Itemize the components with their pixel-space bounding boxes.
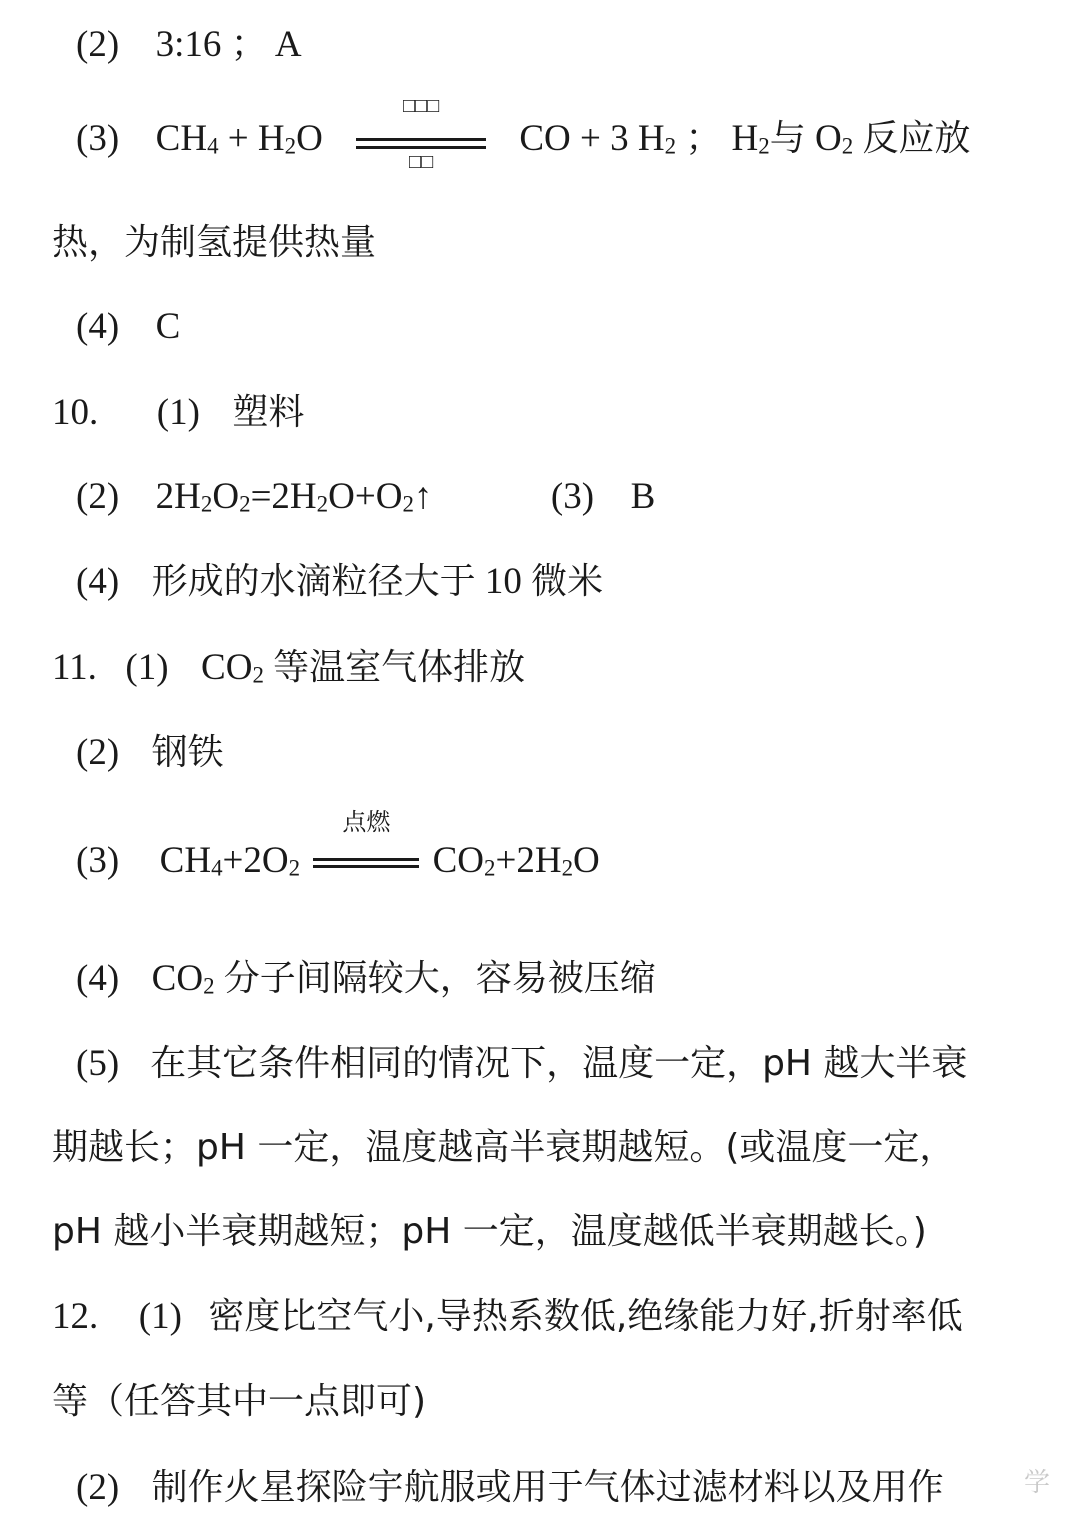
condition-bottom: □□ xyxy=(408,150,434,173)
answer-text: 钢铁 xyxy=(151,732,224,773)
answer-line xyxy=(76,734,1080,771)
answer-text: B xyxy=(630,476,656,517)
answer-text: 在其它条件相同的情况下，温度一定，pH 越大半衰 xyxy=(150,1043,968,1084)
answer-text: 微米 xyxy=(531,561,604,602)
reaction-condition xyxy=(313,807,419,884)
equation: 2H2O2=2H2O+O2↑ xyxy=(155,476,433,517)
answer-text: 期越长；pH 一定，温度越高半衰期越短。(或温度一定， xyxy=(52,1127,956,1168)
equation-right: CO + 3 H2 ； H2与 O2 xyxy=(519,118,854,159)
question-number: 12. xyxy=(52,1296,99,1337)
reaction-condition xyxy=(356,94,486,173)
answer-line xyxy=(76,26,1080,63)
answer-line xyxy=(52,1381,1080,1422)
equation-right: CO2+2H2O xyxy=(432,840,600,881)
part-label: (2) xyxy=(76,732,120,773)
equation-left: CH4 + H2O xyxy=(155,118,323,159)
answer-line xyxy=(76,960,1080,998)
answer-text: 形成的水滴粒径大于 xyxy=(151,561,476,602)
answer-text: 热，为制氢提供热量 xyxy=(52,222,377,263)
answer-line xyxy=(52,222,1080,263)
equation-left: CH4+2O2 xyxy=(159,840,301,881)
answer-text: 密度比空气小,导热系数低,绝缘能力好,折射率低 xyxy=(208,1296,963,1337)
part-label: (2) xyxy=(76,476,120,517)
answer-line xyxy=(52,1127,1080,1168)
question-line xyxy=(52,649,1080,687)
answer-text: C xyxy=(155,306,181,347)
part-label: (1) xyxy=(138,1296,182,1337)
question-line xyxy=(52,1298,1080,1335)
answer-number: 10 xyxy=(484,561,522,602)
answer-text: 塑料 xyxy=(232,392,305,433)
part-label: (4) xyxy=(76,306,120,347)
question-line xyxy=(52,394,1080,431)
answer-line xyxy=(76,1469,1080,1506)
answer-line xyxy=(76,563,1080,600)
answer-text: 等（任答其中一点即可) xyxy=(52,1381,427,1422)
part-label: (4) xyxy=(76,958,120,999)
answer-line xyxy=(76,1045,1080,1082)
answer-text: 制作火星探险宇航服或用于气体过滤材料以及用作 xyxy=(151,1467,944,1508)
equation-line xyxy=(76,94,1080,173)
condition-top: 点燃 xyxy=(342,807,391,836)
part-label: (3) xyxy=(550,476,595,517)
answer-text: 3:16 ； A xyxy=(155,24,302,65)
answer-line xyxy=(52,1211,1080,1252)
question-number: 10. xyxy=(52,392,99,433)
part-label: (4) xyxy=(76,561,120,602)
formula: CO2 xyxy=(201,647,264,688)
part-label: (2) xyxy=(76,1467,120,1508)
formula: CO2 xyxy=(151,958,215,999)
part-label: (5) xyxy=(76,1043,120,1084)
question-number: 11. xyxy=(52,647,97,688)
part-label: (3) xyxy=(76,840,120,881)
part-label: (2) xyxy=(76,24,120,65)
answer-text: 等温室气体排放 xyxy=(273,647,526,688)
part-label: (1) xyxy=(125,647,169,688)
part-label: (3) xyxy=(76,118,120,159)
equation-line xyxy=(76,478,1080,516)
equation-line xyxy=(76,807,1080,884)
condition-top: □□□ xyxy=(402,94,440,117)
watermark: 学 xyxy=(1023,1468,1050,1498)
answer-text: 分子间隔较大，容易被压缩 xyxy=(223,958,656,999)
answer-text: pH 越小半衰期越短；pH 一定，温度越低半衰期越长。) xyxy=(52,1211,927,1252)
answer-text: 反应放 xyxy=(862,118,971,159)
part-label: (1) xyxy=(156,392,200,433)
answer-line xyxy=(76,308,1080,345)
